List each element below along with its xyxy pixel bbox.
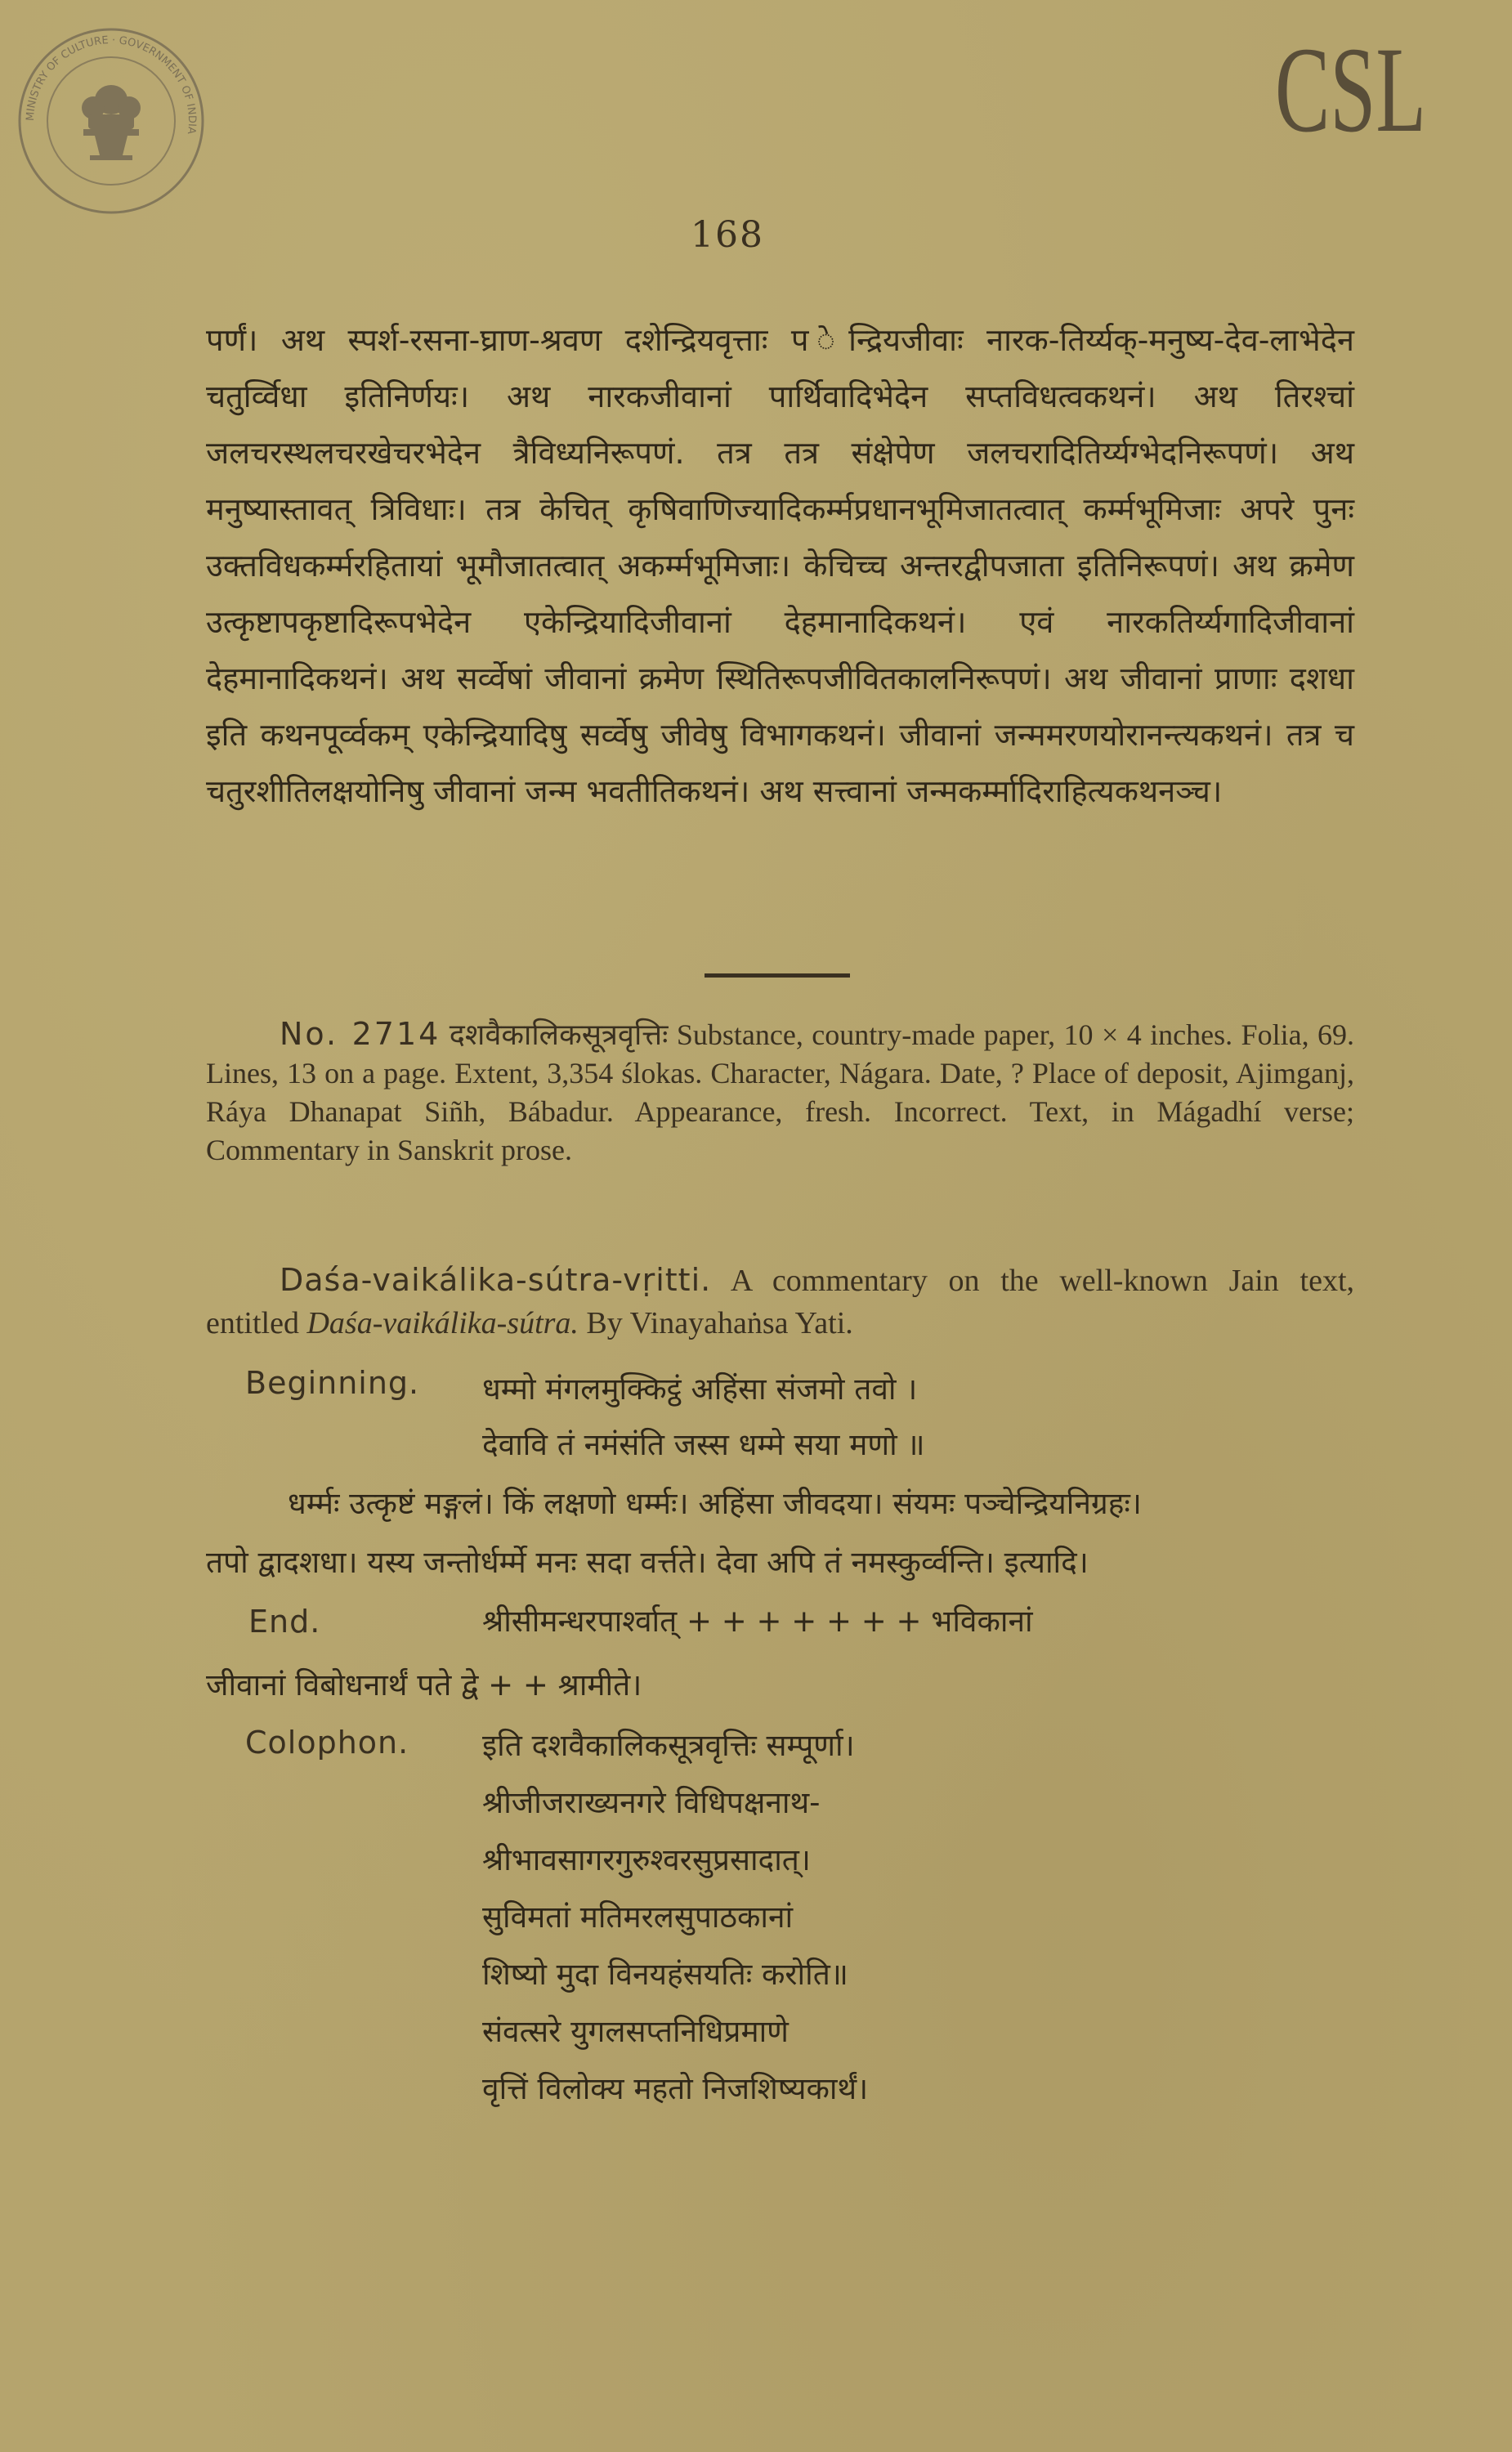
beginning-line-1: धम्मो मंगलमुक्किट्ठं अहिंसा संजमो तवो । [482, 1371, 918, 1407]
page-number: 168 [691, 214, 764, 256]
title-text-before: A commentary on the well-known Jain text, entitled [206, 1264, 1354, 1340]
svg-text:MINISTRY OF CULTURE · GOVERNME: MINISTRY OF CULTURE · GOVERNMENT OF INDIA [24, 34, 199, 135]
end-label: End. [248, 1604, 321, 1640]
beginning-label: Beginning. [245, 1365, 420, 1401]
colophon-line-5: शिष्यो मुदा विनयहंसयतिः करोति॥ [482, 1957, 848, 1992]
colophon-line-2: श्रीजीजराख्यनगरे विधिपक्षनाथ- [482, 1785, 821, 1820]
entry-title-sanskrit: दशवैकालिकसूत्रवृत्तिः [449, 1018, 669, 1052]
section-divider [705, 973, 850, 978]
top-paragraph: पर्णं। अथ स्पर्श-रसना-घ्राण-श्रवण दशेन्द्रियवृत्ताः प ेन्द्रियजीवाः नारक-तिर्य्यक्-मनुष्य-देव-लाभेदेन चतुर्व्विधा इतिनिर्णयः। अथ नारकजीवानां पार्थिवादिभेदेन सप्तविधत्वकथनं। अथ तिरश्चां जलचरस्थलचरखेचरभेदेन त्रैविध्यनिरूपणं. तत्र तत्र संक्षेपेण जलचरादितिर्य्यग्भेदनिरूपणं। अथ मनुष्यास्तावत् त्रिविधाः। तत्र केचित् कृषिवाणिज्यादिकर्म्मप्रधानभूमिजातत्वात् कर्म्मभूमिजाः अपरे पुनः उक्तविधकर्म्मरहितायां भूमौजातत्वात् अकर्म्मभूमिजाः। केचिच्च अन्तरद्वीपजाता इतिनिरूपणं। अथ क्रमेण उत्कृष्टापकृष्टादिरूपभेदेन एकेन्द्रियादिजीवानां देहमानादिकथनं। एवं नारकतिर्य्यगादिजीवानां देहमानादिकथनं। अथ सर्व्वेषां जीवानां क्रमेण स्थितिरूपजीवितकालनिरूपणं। अथ जीवानां प्राणाः दशधा इति कथनपूर्व्वकम् एकेन्द्रियादिषु सर्व्वेषु जीवेषु विभागकथनं। जीवानां जन्ममरणयोरानन्त्यकथनं। तत्र च चतुरशीतिलक्षयोनिषु जीवानां जन्म भवतीतिकथनं। अथ सत्त्वानां जन्मकर्म्मादिराहित्यकथनञ्च। [206, 322, 1354, 809]
end-line-1: श्रीसीमन्धरपार्श्वात् + + + + + + + भविकानां [482, 1604, 1033, 1639]
colophon-line-7: वृत्तिं विलोक्य महतो निजशिष्यकार्थं। [482, 2071, 869, 2106]
entry-description [206, 1015, 1354, 1170]
colophon-line-4: सुविमतां मतिमरलसुपाठकानां [482, 1899, 794, 1935]
entry-number: No. 2714 [280, 1016, 441, 1052]
colophon-label: Colophon. [245, 1725, 409, 1761]
title-paragraph [206, 1259, 1354, 1345]
colophon-line-6: संवत्सरे युगलसप्तनिधिप्रमाणे [482, 2014, 789, 2049]
emblem-icon [15, 25, 208, 217]
beginning-line-2: देवावि तं नमंसंति जस्स धम्मे सया मणो ॥ [482, 1427, 925, 1462]
colophon-line-3: श्रीभावसागरगुरुश्वरसुप्रसादात्। [482, 1842, 811, 1877]
end-line-2: जीवानां विबोधनार्थं पते द्वे + + श्रामीते। [206, 1667, 642, 1703]
beginning-line-4: तपो द्वादशधा। यस्य जन्तोर्धर्म्मे मनः सदा वर्त्तते। देवा अपि तं नमस्कुर्व्वन्ति। इत्यादि। [206, 1545, 1089, 1580]
work-title: Daśa-vaikálika-sútra-vṛitti. [280, 1262, 712, 1298]
title-text-after: By Vinayahaṅsa Yati. [586, 1306, 853, 1340]
emblem-stamp [15, 25, 208, 217]
colophon-line-1: इति दशवैकालिकसूत्रवृत्तिः सम्पूर्णा। [482, 1728, 855, 1763]
csl-logo-icon [1275, 22, 1430, 172]
title-italic: Daśa-vaikálika-sútra. [306, 1306, 579, 1340]
csl-logo [1275, 22, 1430, 172]
beginning-line-3: धर्म्मः उत्कृष्टं मङ्गलं। किं लक्षणो धर्म्मः। अहिंसा जीवदया। संयमः पञ्चेन्द्रियनिग्रहः। [288, 1486, 1142, 1521]
entry-details: Substance, country-made paper, 10 × 4 inches. Folia, 69. Lines, 13 on a page. Extent, 3,354 ślokas. Character, Nágara. Date, ? Place of deposit, Ajimganj, Ráya Dhanapat Siñh, Bábadur. Appearance, fresh. Incorrect. Text, in Mágadhí verse; Commentary in Sanskrit prose. [206, 1018, 1355, 1166]
csl-logo-text: CSL [1275, 22, 1426, 158]
